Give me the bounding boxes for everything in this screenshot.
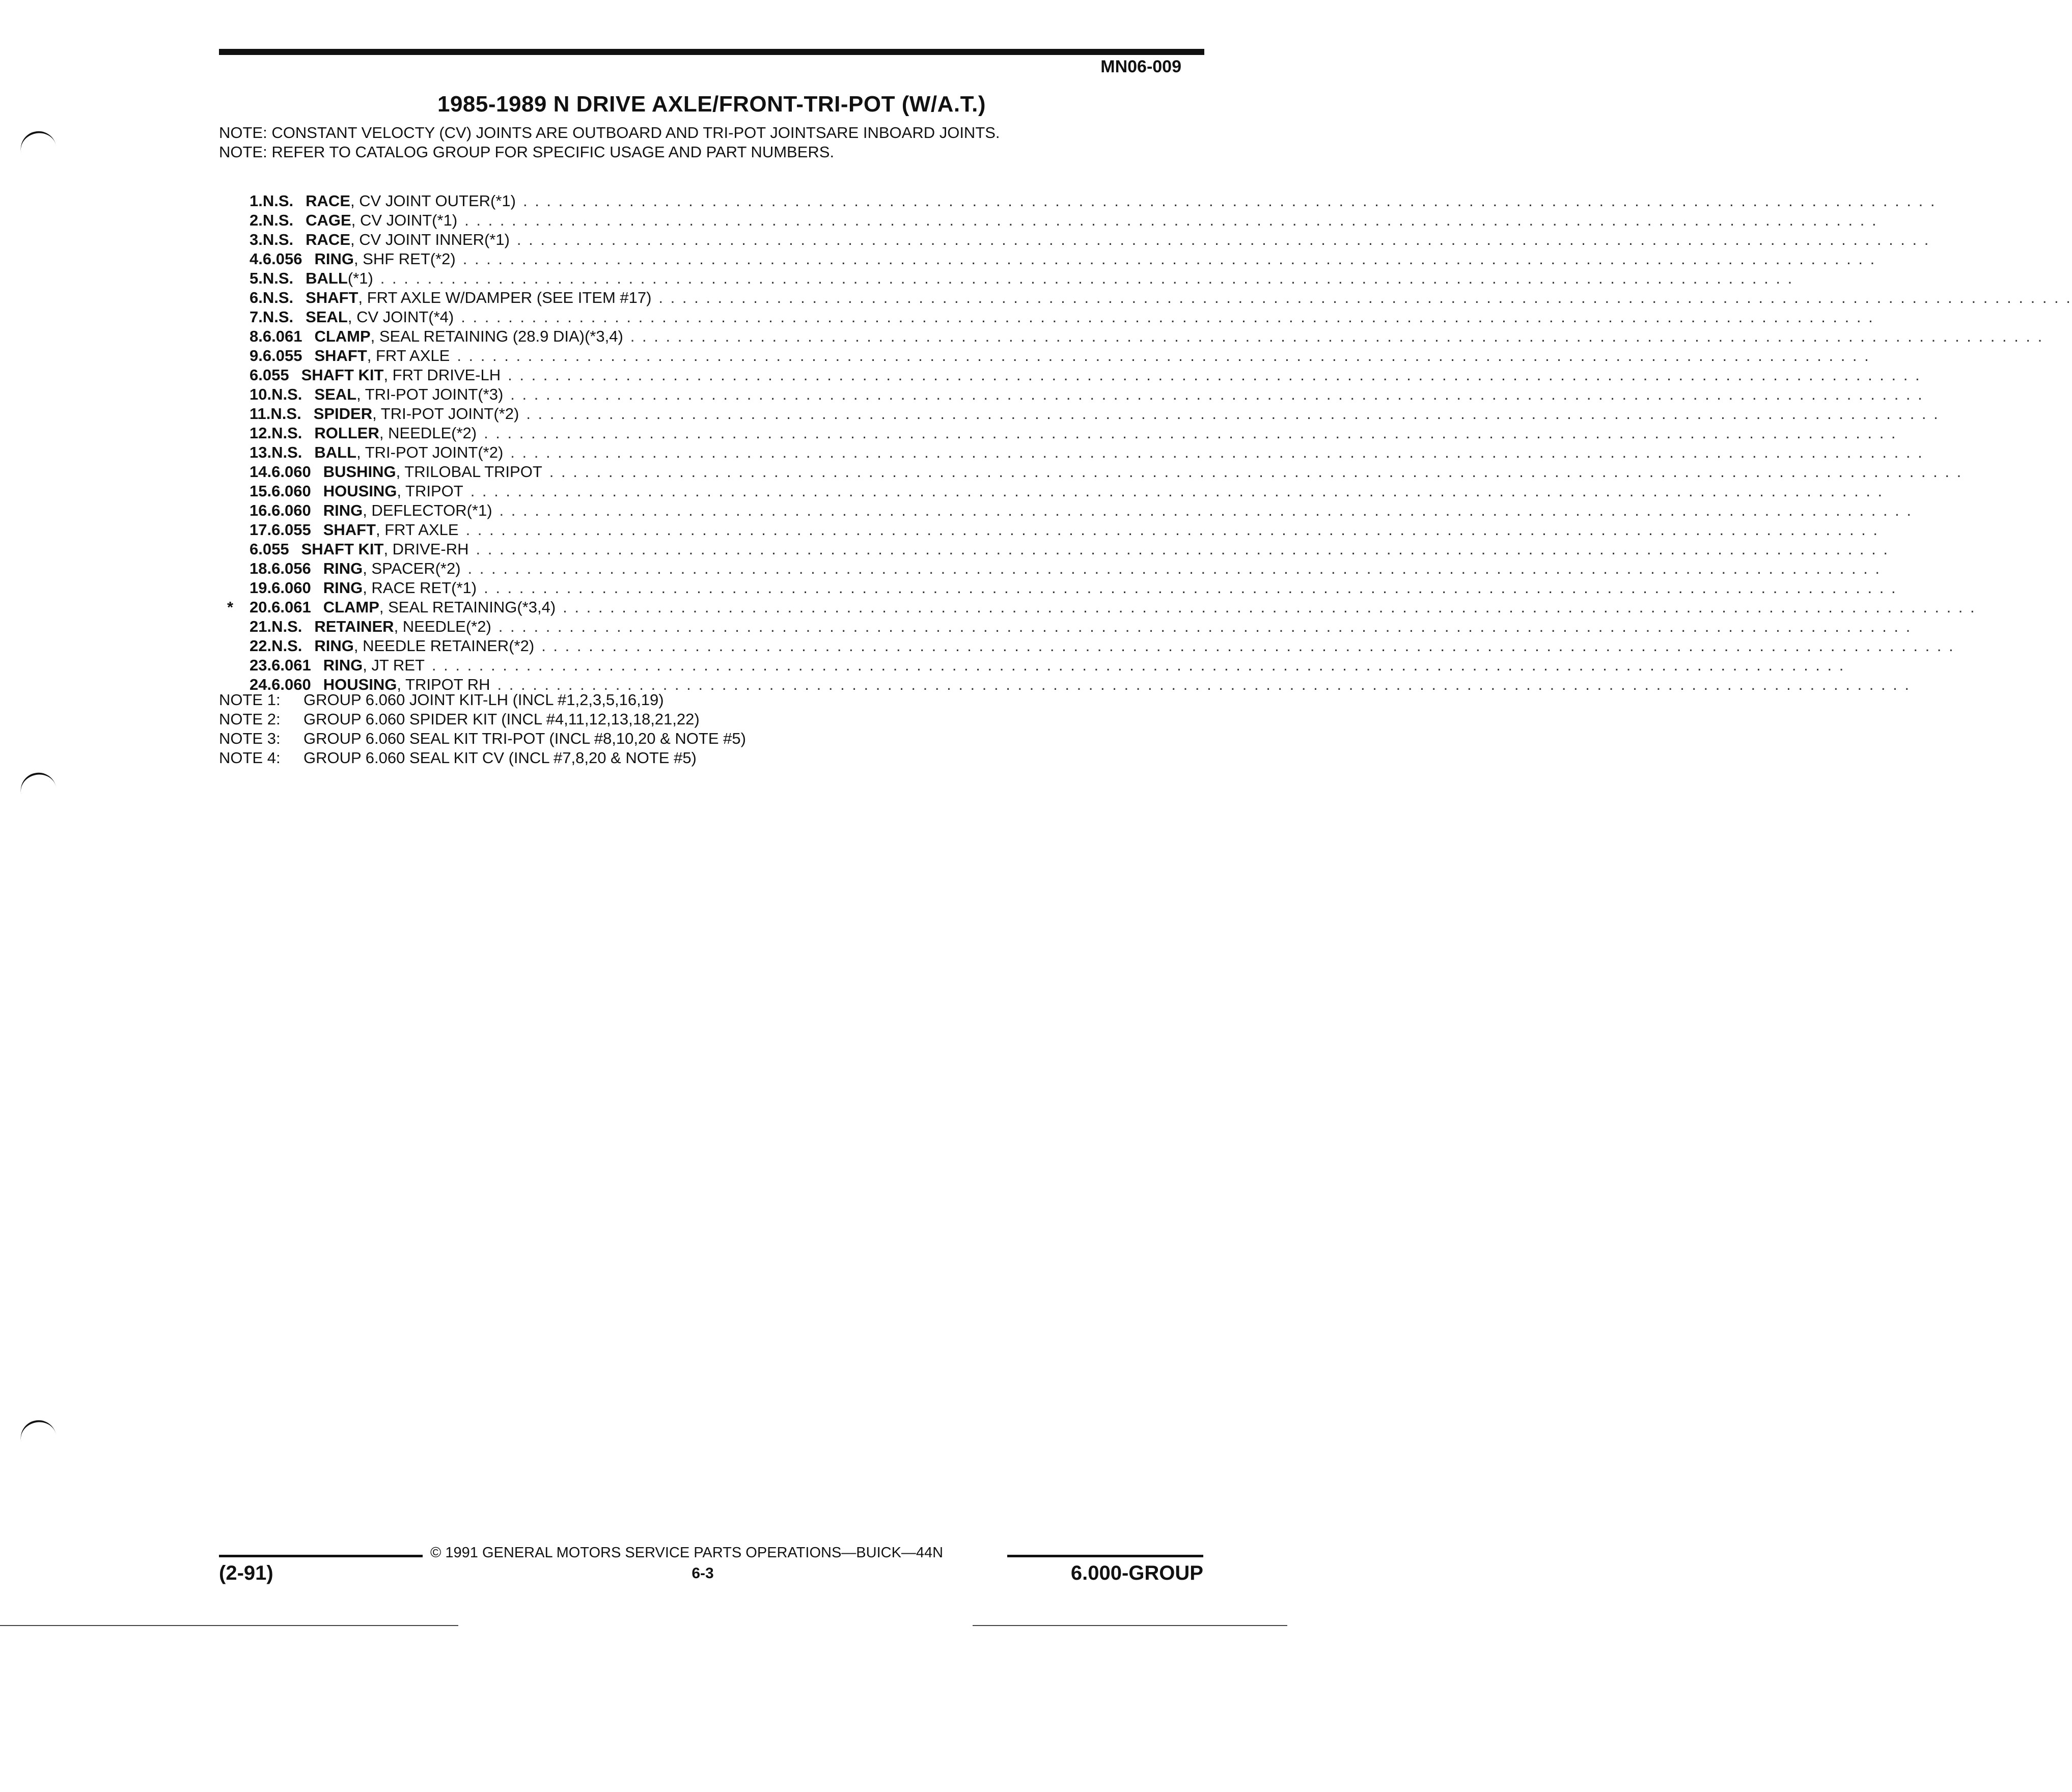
leader-dots: . . . . . . . . . . . . . . . . . . . . . . . . . . . . . . . . . . . . . . . . . . . . . . . . . . . . . . . . . . . . . . . . . . . . . . . . . . . . . . . . . . . . . . . . . . . . . . . . . . . . . . . . . . . . . . . . . . . . . . . .: [470, 482, 1884, 500]
group-number: 6.055: [250, 366, 289, 384]
part-description: [314, 249, 1876, 269]
part-description: [306, 230, 1930, 249]
part-name: SHAFT KIT: [301, 366, 384, 384]
part-row: [250, 366, 1921, 385]
part-detail: , FRT AXLE: [376, 521, 459, 539]
bottom-notes: [219, 690, 746, 768]
part-name: CLAMP: [323, 598, 379, 616]
leader-dots: . . . . . . . . . . . . . . . . . . . . . . . . . . . . . . . . . . . . . . . . . . . . . . . . . . . . . . . . . . . . . . . . . . . . . . . . . . . . . . . . . . . . . . . . . . . . . . . . . . . . . . . . . . . . . . . . . . . . . . . .: [431, 656, 1845, 674]
binder-hole-mark: [17, 769, 57, 799]
footnote-label: NOTE 2:: [219, 710, 281, 728]
leader-dots: . . . . . . . . . . . . . . . . . . . . . . . . . . . . . . . . . . . . . . . . . . . . . . . . . . . . . . . . . . . . . . . . . . . . . . . . . . . . . . . . . . . . . . . . . . . . . . . . . . . . . . . . . . . . . . . . . . . . . . . .: [630, 327, 2044, 345]
leader-dots: . . . . . . . . . . . . . . . . . . . . . . . . . . . . . . . . . . . . . . . . . . . . . . . . . . . . . . . . . . . . . . . . . . . . . . . . . . . . . . . . . . . . . . . . . . . . . . . . . . . . . . . . . . . . . . . . . . . . . . . .: [484, 579, 1897, 597]
group-number: 6.060: [271, 463, 311, 481]
part-detail: , SHF RET(*2): [353, 250, 456, 268]
part-row: [250, 230, 1930, 249]
group-number: N.S.: [262, 211, 294, 229]
part-detail: , JT RET: [363, 656, 425, 674]
part-name: SHAFT: [314, 347, 367, 365]
item-number: 23.: [250, 656, 272, 674]
part-row: [250, 656, 1845, 675]
footnote-text: GROUP 6.060 SEAL KIT TRI-POT (INCL #8,10,20 & NOTE #5): [303, 730, 746, 747]
item-number: 24.: [250, 676, 272, 693]
part-detail: , FRT DRIVE-LH: [383, 366, 501, 384]
binder-hole-mark: [17, 128, 57, 157]
item-number: 18.: [250, 559, 272, 577]
part-row: [250, 462, 1963, 482]
top-notes: [219, 123, 1000, 162]
group-number: 6.056: [262, 250, 302, 268]
footnote-label: NOTE 3:: [219, 730, 281, 747]
item-number: 7.: [250, 308, 263, 326]
part-description: [314, 443, 1923, 462]
part-row: [250, 307, 1874, 327]
part-description: [306, 191, 1936, 211]
part-detail: , NEEDLE RETAINER(*2): [353, 637, 535, 655]
part-name: SEAL: [314, 385, 357, 403]
group-number: N.S.: [262, 192, 294, 210]
part-row: [250, 327, 2044, 346]
part-description: [306, 288, 2072, 307]
part-detail: , CV JOINT(*1): [351, 211, 458, 229]
part-row: [250, 424, 1897, 443]
part-description: [306, 269, 1793, 288]
part-name: RACE: [306, 192, 350, 210]
leader-dots: . . . . . . . . . . . . . . . . . . . . . . . . . . . . . . . . . . . . . . . . . . . . . . . . . . . . . . . . . . . . . . . . . . . . . . . . . . . . . . . . . . . . . . . . . . . . . . . . . . . . . . . . . . . . . . . . . . . . . . . .: [461, 308, 1874, 326]
top-note: NOTE: CONSTANT VELOCTY (CV) JOINTS ARE OUTBOARD AND TRI-POT JOINTSARE INBOARD JOINTS.: [219, 124, 1000, 142]
part-row: [250, 617, 1912, 636]
part-detail: , CV JOINT(*4): [347, 308, 454, 326]
scan-edge-rule: [0, 1625, 458, 1626]
part-name: BALL: [306, 269, 348, 287]
footer-rule: [1007, 1555, 1203, 1557]
part-name: BUSHING: [323, 463, 396, 481]
item-number: 20.: [250, 598, 272, 616]
part-detail: , FRT AXLE: [367, 347, 450, 365]
top-note: NOTE: REFER TO CATALOG GROUP FOR SPECIFIC USAGE AND PART NUMBERS.: [219, 143, 835, 161]
leader-dots: . . . . . . . . . . . . . . . . . . . . . . . . . . . . . . . . . . . . . . . . . . . . . . . . . . . . . . . . . . . . . . . . . . . . . . . . . . . . . . . . . . . . . . . . . . . . . . . . . . . . . . . . . . . . . . . . . . . . . . . .: [516, 231, 1930, 248]
item-number: 13.: [250, 443, 272, 461]
item-number: 10.: [250, 385, 272, 403]
group-number: N.S.: [271, 637, 302, 655]
part-description: [323, 462, 1963, 482]
part-row: [250, 578, 1897, 598]
part-description: [323, 559, 1881, 578]
item-number: 22.: [250, 637, 272, 655]
top-rule: [219, 49, 1204, 55]
part-detail: , SPACER(*2): [363, 559, 461, 577]
part-description: [306, 211, 1877, 230]
leader-dots: . . . . . . . . . . . . . . . . . . . . . . . . . . . . . . . . . . . . . . . . . . . . . . . . . . . . . . . . . . . . . . . . . . . . . . . . . . . . . . . . . . . . . . . . . . . . . . . . . . . . . . . . . . . . . . . . . . . . . . . .: [510, 443, 1924, 461]
group-number: 6.061: [271, 656, 311, 674]
leader-dots: . . . . . . . . . . . . . . . . . . . . . . . . . . . . . . . . . . . . . . . . . . . . . . . . . . . . . . . . . . . . . . . . . . . . . . . . . . . . . . . . . . . . . . . . . . . . . . . . . . . . . . . . . . . . . . . . . . . . . . . .: [465, 521, 1880, 539]
group-number: N.S.: [271, 424, 302, 442]
part-detail: , RACE RET(*1): [363, 579, 477, 597]
leader-dots: . . . . . . . . . . . . . . . . . . . . . . . . . . . . . . . . . . . . . . . . . . . . . . . . . . . . . . . . . . . . . . . . . . . . . . . . . . . . . . . . . . . . . . . . . . . . . . . . . . . . . . . . . . . . . . . . . . . . . . . .: [508, 366, 1921, 384]
part-detail: , CV JOINT OUTER(*1): [350, 192, 516, 210]
part-row: [250, 346, 1870, 366]
part-row: [227, 598, 1976, 617]
item-number: 15.: [250, 482, 272, 500]
revision-date: (2-91): [219, 1562, 273, 1584]
part-description: [323, 598, 1976, 617]
leader-dots: . . . . . . . . . . . . . . . . . . . . . . . . . . . . . . . . . . . . . . . . . . . . . . . . . . . . . . . . . . . . . . . . . . . . . . . . . . . . . . . . . . . . . . . . . . . . . . . . . . . . . . . . . . . . . . . . . . . . . . . .: [549, 463, 1963, 481]
leader-dots: . . . . . . . . . . . . . . . . . . . . . . . . . . . . . . . . . . . . . . . . . . . . . . . . . . . . . . . . . . . . . . . . . . . . . . . . . . . . . . . . . . . . . . . . . . . . . . . . . . . . . . . . . . . . . . . . . . . . . . . .: [498, 618, 1912, 635]
part-detail: , SEAL RETAINING (28.9 DIA)(*3,4): [370, 327, 623, 345]
part-name: SHAFT: [323, 521, 376, 539]
part-name: SHAFT KIT: [301, 540, 384, 558]
leader-dots: . . . . . . . . . . . . . . . . . . . . . . . . . . . . . . . . . . . . . . . . . . . . . . . . . . . . . . . . . . . . . . . . . . . . . . . . . . . . . . . . . . . . . . . . . . . . . . . . . . . . . . . . . . . . . . . . . . . . . . . .: [476, 540, 1889, 558]
part-row: [250, 269, 1794, 288]
part-name: RING: [323, 656, 363, 674]
group-number: 6.055: [250, 540, 289, 558]
leader-dots: . . . . . . . . . . . . . . . . . . . . . . . . . . . . . . . . . . . . . . . . . . . . . . . . . . . . . . . . . . . . . . . . . . . . . . . . . . . . . . . . . . . . . . . . . . . . . . . . . . . . . . . . . . . . . . . . . . . . . . . .: [457, 347, 1870, 365]
part-detail: , TRI-POT JOINT(*2): [372, 405, 519, 423]
item-number: 3.: [250, 231, 263, 248]
scan-edge-rule: [973, 1625, 1287, 1626]
part-detail: , DRIVE-RH: [383, 540, 469, 558]
part-description: [323, 482, 1884, 501]
group-number: N.S.: [271, 443, 302, 461]
part-row: [250, 385, 1924, 404]
item-number: 6.: [250, 289, 263, 306]
part-description: [301, 540, 1889, 559]
part-description: [323, 656, 1845, 675]
part-name: SHAFT: [306, 289, 358, 306]
part-name: ROLLER: [314, 424, 379, 442]
part-detail: , TRI-POT JOINT(*2): [356, 443, 504, 461]
part-description: [314, 617, 1912, 636]
part-row: [250, 249, 1876, 269]
part-detail: , TRI-POT JOINT(*3): [356, 385, 504, 403]
part-description: [306, 307, 1874, 327]
leader-dots: . . . . . . . . . . . . . . . . . . . . . . . . . . . . . . . . . . . . . . . . . . . . . . . . . . . . . . . . . . . . . . . . . . . . . . . . . . . . . . . . . . . . . . . . . . . . . . . . . . . . . . . . . . . . . . . . . . . . . . . .: [510, 385, 1924, 403]
leader-dots: . . . . . . . . . . . . . . . . . . . . . . . . . . . . . . . . . . . . . . . . . . . . . . . . . . . . . . . . . . . . . . . . . . . . . . . . . . . . . . . . . . . . . . . . . . . . . . . . . . . . . . . . . . . . . . . . . . . . . . . .: [499, 501, 1913, 519]
change-mark: *: [227, 598, 234, 616]
group-number: 6.056: [271, 559, 311, 577]
item-number: 2.: [250, 211, 263, 229]
part-name: RING: [314, 250, 354, 268]
footnote: [219, 690, 746, 710]
footnote-text: GROUP 6.060 SPIDER KIT (INCL #4,11,12,13,18,21,22): [303, 710, 700, 728]
item-number: 16.: [250, 501, 272, 519]
part-row: [250, 636, 1955, 656]
footer-rule: [219, 1555, 423, 1557]
group-number: N.S.: [262, 269, 294, 287]
group-number: N.S.: [271, 618, 302, 635]
part-name: RING: [323, 579, 363, 597]
group-number: N.S.: [262, 231, 294, 248]
part-row: [250, 404, 1940, 424]
part-name: SPIDER: [313, 405, 373, 423]
part-row: [250, 482, 1884, 501]
part-row: [250, 520, 1880, 540]
part-detail: , SEAL RETAINING(*3,4): [379, 598, 556, 616]
leader-dots: . . . . . . . . . . . . . . . . . . . . . . . . . . . . . . . . . . . . . . . . . . . . . . . . . . . . . . . . . . . . . . . . . . . . . . . . . . . . . . . . . . . . . . . . . . . . . . . . . . . . . . . . . . . . . . . . . . . . . . . .: [658, 289, 2072, 306]
footnote-text: GROUP 6.060 JOINT KIT-LH (INCL #1,2,3,5,16,19): [303, 691, 664, 709]
item-number: 4.: [250, 250, 263, 268]
part-description: [323, 578, 1897, 598]
part-row: [250, 211, 1878, 230]
leader-dots: . . . . . . . . . . . . . . . . . . . . . . . . . . . . . . . . . . . . . . . . . . . . . . . . . . . . . . . . . . . . . . . . . . . . . . . . . . . . . . . . . . . . . . . . . . . . . . . . . . . . . . . . . . . . . . . . . . . . . . . .: [462, 250, 1876, 268]
part-row: [250, 540, 1889, 559]
part-detail: , TRILOBAL TRIPOT: [396, 463, 542, 481]
item-number: 8.: [250, 327, 263, 345]
part-row: [250, 191, 1937, 211]
footnote: [219, 729, 746, 748]
group-number: N.S.: [262, 308, 294, 326]
item-number: 21.: [250, 618, 272, 635]
part-description: [314, 636, 1954, 656]
page-title: 1985-1989 N DRIVE AXLE/FRONT-TRI-POT (W/A.T.): [437, 92, 986, 117]
item-number: 12.: [250, 424, 272, 442]
part-description: [301, 366, 1921, 385]
leader-dots: . . . . . . . . . . . . . . . . . . . . . . . . . . . . . . . . . . . . . . . . . . . . . . . . . . . . . . . . . . . . . . . . . . . . . . . . . . . . . . . . . . . . . . . . . . . . . . . . . . . . . . . . . . . . . . . . . . . . . . . .: [526, 405, 1940, 423]
leader-dots: . . . . . . . . . . . . . . . . . . . . . . . . . . . . . . . . . . . . . . . . . . . . . . . . . . . . . . . . . . . . . . . . . . . . . . . . . . . . . . . . . . . . . . . . . . . . . . . . . . . . . . . . . . . . . . . . . . . . . . . .: [464, 211, 1878, 229]
part-description: [314, 404, 1940, 424]
part-detail: , TRIPOT RH: [397, 676, 490, 693]
item-number: 11.: [250, 405, 271, 423]
part-description: [323, 501, 1913, 520]
group-number: N.S.: [270, 405, 301, 423]
group-number: 6.061: [262, 327, 302, 345]
leader-dots: . . . . . . . . . . . . . . . . . . . . . . . . . . . . . . . . . . . . . . . . . . . . . . . . . . . . . . . . . . . . . . . . . . . . . . . . . . . . . . . . . . . . . . . . . . . . . . . . . . . . . . . . . . . . . . . . . . . . . . . .: [484, 424, 1897, 442]
item-number: 9.: [250, 347, 263, 365]
part-description: [314, 346, 1870, 366]
part-name: RING: [323, 559, 363, 577]
leader-dots: . . . . . . . . . . . . . . . . . . . . . . . . . . . . . . . . . . . . . . . . . . . . . . . . . . . . . . . . . . . . . . . . . . . . . . . . . . . . . . . . . . . . . . . . . . . . . . . . . . . . . . . . . . . . . . . . . . . . . . . .: [380, 269, 1794, 287]
part-row: [250, 501, 1913, 520]
group-number: 6.060: [271, 501, 311, 519]
part-detail: , FRT AXLE W/DAMPER (SEE ITEM #17): [358, 289, 652, 306]
footnote: [219, 748, 746, 768]
item-number: 14.: [250, 463, 272, 481]
group-label: 6.000-GROUP: [1070, 1562, 1203, 1584]
part-detail: , CV JOINT INNER(*1): [350, 231, 510, 248]
leader-dots: . . . . . . . . . . . . . . . . . . . . . . . . . . . . . . . . . . . . . . . . . . . . . . . . . . . . . . . . . . . . . . . . . . . . . . . . . . . . . . . . . . . . . . . . . . . . . . . . . . . . . . . . . . . . . . . . . . . . . . . .: [522, 192, 1937, 210]
part-detail: , NEEDLE(*2): [379, 424, 477, 442]
part-name: SEAL: [306, 308, 348, 326]
part-detail: (*1): [347, 269, 373, 287]
footnote-text: GROUP 6.060 SEAL KIT CV (INCL #7,8,20 & NOTE #5): [303, 749, 697, 767]
part-description: [314, 385, 1923, 404]
part-name: RING: [323, 501, 363, 519]
binder-hole-mark: [17, 1417, 57, 1446]
part-name: HOUSING: [323, 676, 397, 693]
parts-list: [227, 191, 2072, 694]
part-name: RACE: [306, 231, 350, 248]
leader-dots: . . . . . . . . . . . . . . . . . . . . . . . . . . . . . . . . . . . . . . . . . . . . . . . . . . . . . . . . . . . . . . . . . . . . . . . . . . . . . . . . . . . . . . . . . . . . . . . . . . . . . . . . . . . . . . . . . . . . . . . .: [467, 559, 1882, 577]
group-number: 6.060: [271, 579, 311, 597]
part-name: RING: [314, 637, 354, 655]
part-name: CAGE: [306, 211, 351, 229]
part-row: [250, 559, 1882, 578]
part-description: [323, 520, 1879, 540]
item-number: 17.: [250, 521, 272, 539]
item-number: 1.: [250, 192, 263, 210]
part-row: [250, 443, 1924, 462]
group-number: 6.060: [271, 482, 311, 500]
group-number: 6.061: [271, 598, 311, 616]
document-code: MN06-009: [1100, 57, 1181, 76]
item-number: 19.: [250, 579, 272, 597]
item-number: 5.: [250, 269, 263, 287]
group-number: N.S.: [271, 385, 302, 403]
part-name: RETAINER: [314, 618, 394, 635]
part-name: HOUSING: [323, 482, 397, 500]
group-number: N.S.: [262, 289, 294, 306]
leader-dots: . . . . . . . . . . . . . . . . . . . . . . . . . . . . . . . . . . . . . . . . . . . . . . . . . . . . . . . . . . . . . . . . . . . . . . . . . . . . . . . . . . . . . . . . . . . . . . . . . . . . . . . . . . . . . . . . . . . . . . . .: [563, 598, 1976, 616]
part-detail: , TRIPOT: [397, 482, 463, 500]
group-number: 6.055: [262, 347, 302, 365]
group-number: 6.060: [271, 676, 311, 693]
part-detail: , NEEDLE(*2): [394, 618, 491, 635]
leader-dots: . . . . . . . . . . . . . . . . . . . . . . . . . . . . . . . . . . . . . . . . . . . . . . . . . . . . . . . . . . . . . . . . . . . . . . . . . . . . . . . . . . . . . . . . . . . . . . . . . . . . . . . . . . . . . . . . . . . . . . . .: [541, 637, 1955, 655]
part-name: BALL: [314, 443, 357, 461]
part-detail: , DEFLECTOR(*1): [363, 501, 492, 519]
part-row: [250, 288, 2072, 307]
part-description: [314, 424, 1897, 443]
footnote-label: NOTE 1:: [219, 691, 281, 709]
footnote-label: NOTE 4:: [219, 749, 281, 767]
page-number: 6-3: [692, 1565, 714, 1582]
part-name: CLAMP: [314, 327, 371, 345]
copyright-notice: © 1991 GENERAL MOTORS SERVICE PARTS OPERATIONS—BUICK—44N: [430, 1545, 944, 1561]
leader-dots: . . . . . . . . . . . . . . . . . . . . . . . . . . . . . . . . . . . . . . . . . . . . . . . . . . . . . . . . . . . . . . . . . . . . . . . . . . . . . . . . . . . . . . . . . . . . . . . . . . . . . . . . . . . . . . . . . . . . . . . .: [497, 676, 1911, 693]
footnote: [219, 710, 746, 729]
group-number: 6.055: [271, 521, 311, 539]
part-description: [314, 327, 2043, 346]
